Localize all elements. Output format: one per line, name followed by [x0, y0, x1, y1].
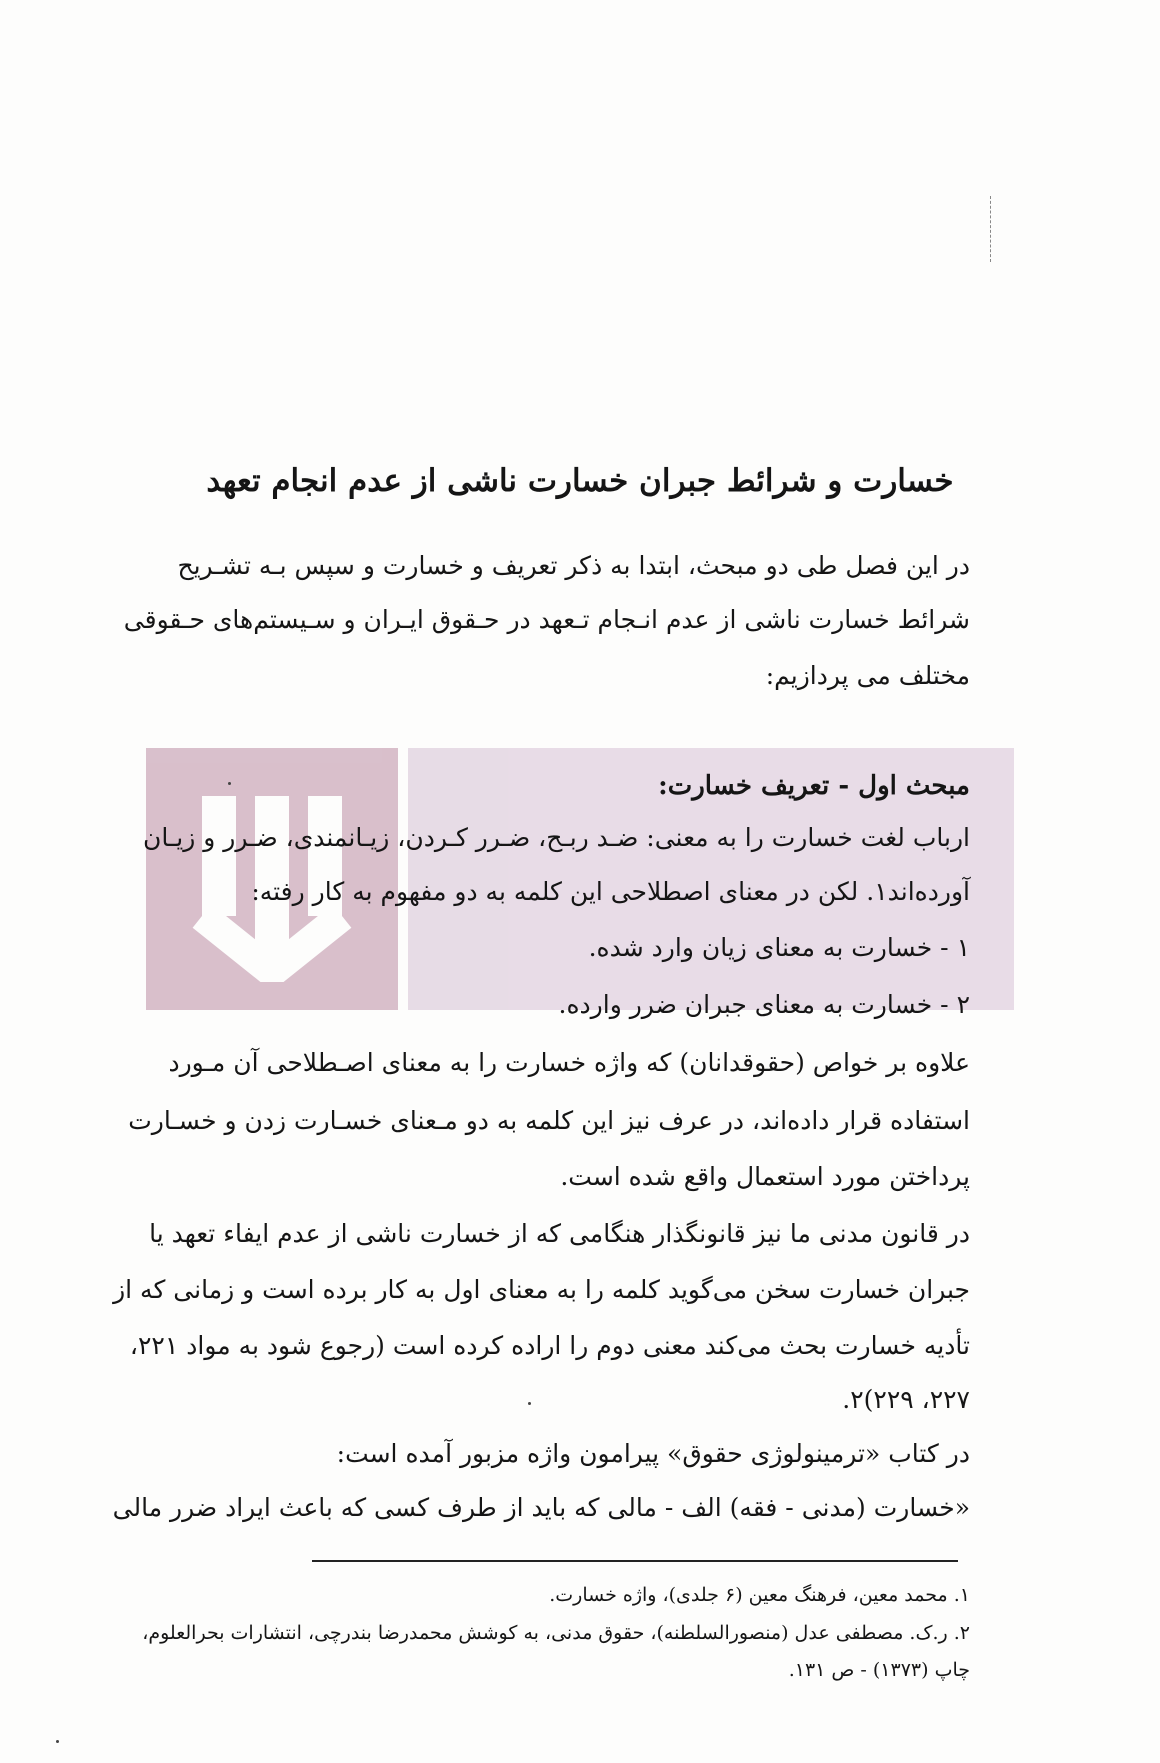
scan-mark	[990, 196, 991, 262]
body-line-11: ٢٢٧، ٢٢٩)٢.	[842, 1385, 970, 1414]
footnote-2: ٢. ر.ک. مصطفی عدل (منصورالسلطنه)، حقوق مدنی، به کوشش محمدرضا بندرچی، انتشارات بحرالعلوم،	[142, 1622, 970, 1644]
body-line-12: در کتاب «ترمینولوژی حقوق» پیرامون واژه مزبور آمده است:	[336, 1439, 970, 1468]
scan-speck	[228, 782, 231, 785]
body-line-6: استفاده قرار داده‌اند، در عرف نیز این کلمه به دو مـعنای خسـارت زدن و خسـارت	[128, 1106, 970, 1135]
body-line-10: تأدیه خسارت بحث می‌کند معنی دوم را اراده کرده است (رجوع شود به مواد ٢٢١،	[129, 1331, 970, 1360]
body-line-13: «خسارت (مدنی - فقه) الف - مالی که باید از طرف کسی که باعث ایراد ضرر مالی	[112, 1493, 970, 1522]
body-line-1: ارباب لغت خسارت را به معنی: ضـد ربـح، ضـرر کـردن، زیـانمندی، ضـرر و زیـان	[142, 823, 970, 852]
scan-speck	[56, 1740, 59, 1743]
body-line-5: علاوه بر خواص (حقوقدانان) که واژه خسارت را به معنای اصـطلاحی آن مـورد	[168, 1048, 970, 1077]
scan-speck	[528, 1402, 531, 1405]
footnote-2-continued: چاپ (١٣٧٣) - ص ١٣١.	[788, 1659, 970, 1681]
footnote-1: ١. محمد معین، فرهنگ معین (۶ جلدی)، واژه خسارت.	[549, 1584, 970, 1606]
section-heading: مبحث اول - تعریف خسارت:	[658, 771, 970, 801]
body-line-2: آورده‌اند١. لکن در معنای اصطلاحی این کلمه به دو مفهوم به کار رفته:	[251, 877, 970, 906]
intro-line-2: شرائط خسارت ناشی از عدم انـجام تـعهد در حـقوق ایـران و سـیستم‌های حـقوقی	[123, 605, 970, 634]
body-line-8: در قانون مدنی ما نیز قانونگذار هنگامی که از خسارت ناشی از عدم ایفاء تعهد یا	[149, 1219, 970, 1248]
intro-line-3: مختلف می پردازیم:	[765, 661, 970, 690]
chapter-title: خسارت و شرائط جبران خسارت ناشی از عدم انجام تعهد	[206, 462, 954, 499]
footnote-divider	[312, 1560, 958, 1562]
body-line-7: پرداختن مورد استعمال واقع شده است.	[560, 1162, 970, 1191]
body-line-3: ١ - خسارت به معنای زیان وارد شده.	[588, 933, 970, 962]
body-line-4: ٢ - خسارت به معنای جبران ضرر وارده.	[558, 990, 970, 1019]
intro-line-1: در این فصل طی دو مبحث، ابتدا به ذکر تعریف و خسارت و سپس بـه تشـریح	[177, 551, 970, 580]
body-line-9: جبران خسارت سخن می‌گوید کلمه را به معنای اول به کار برده است و زمانی که از	[113, 1275, 970, 1304]
